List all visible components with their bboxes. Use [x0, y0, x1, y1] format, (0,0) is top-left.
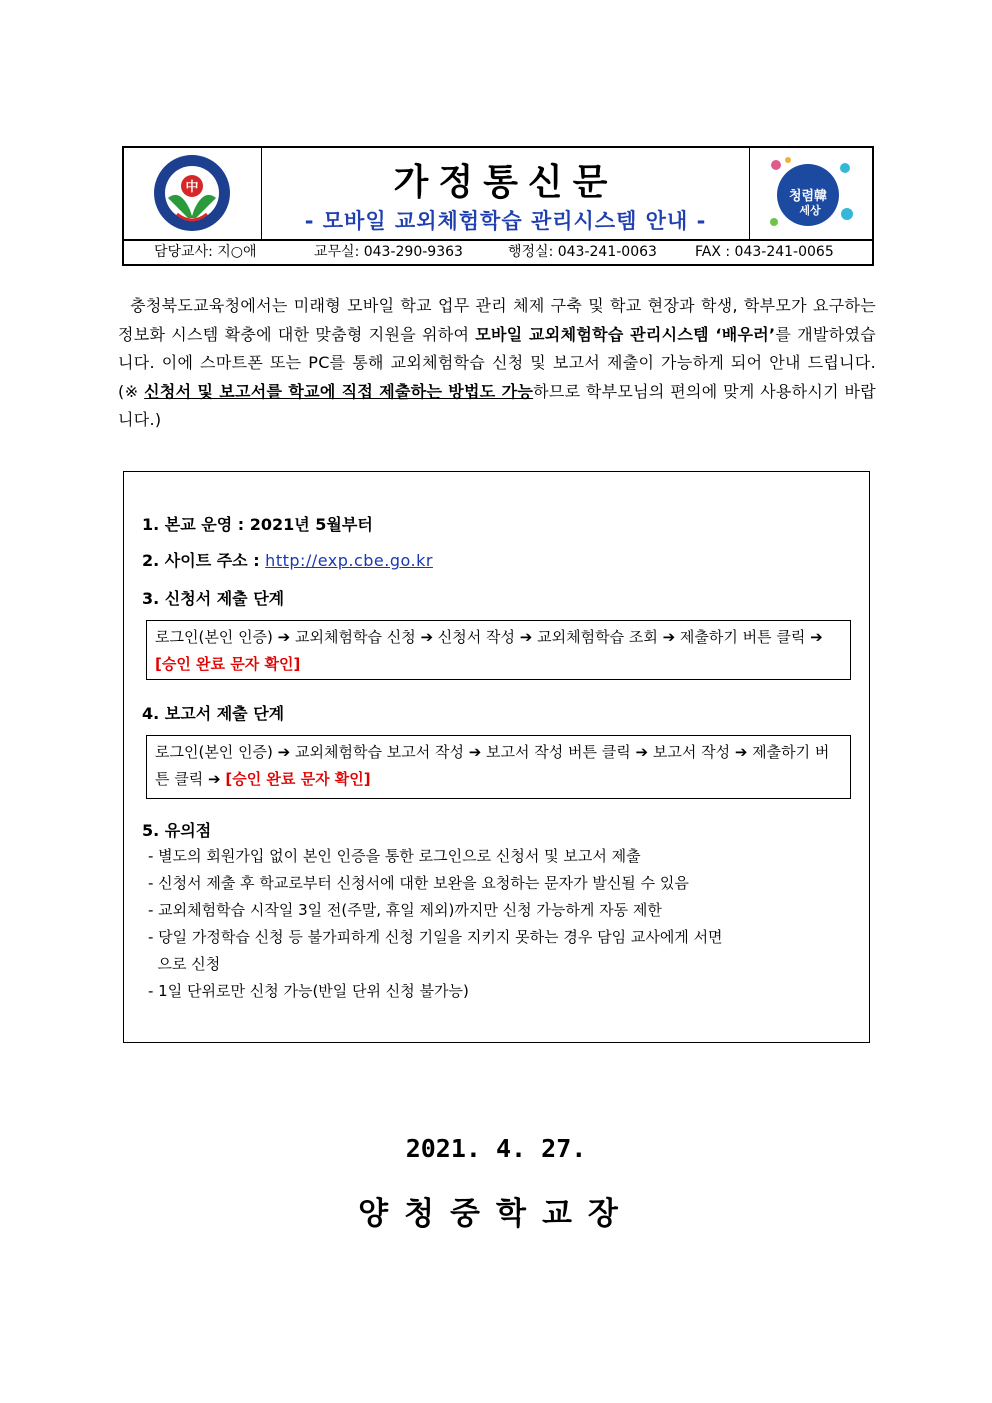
report-steps-box — [146, 735, 851, 799]
svg-text:세상: 세상 — [799, 204, 821, 217]
title-cell — [261, 148, 750, 239]
header-table — [122, 146, 874, 266]
note-line: - 교외체험학습 시작일 3일 전(주말, 휴일 제외)까지만 신청 가능하게 자동 제한 — [148, 901, 662, 919]
school-logo-cell — [124, 148, 262, 239]
fax-contact: FAX : 043-241-0065 — [695, 244, 834, 260]
item-site-address — [142, 548, 433, 571]
note-line: - 1일 단위로만 신청 가능(반일 단위 신청 불가능) — [148, 982, 469, 1000]
school-logo — [124, 148, 261, 239]
contact-row — [124, 241, 872, 264]
site-link[interactable]: http://exp.cbe.go.kr — [265, 551, 433, 570]
document-title: 가정통신문 — [393, 161, 618, 203]
site-address-label: 2. 사이트 주소 : — [142, 551, 266, 570]
application-steps-box — [146, 620, 851, 680]
item-application-steps-title: 3. 신청서 제출 단계 — [142, 589, 285, 608]
item-notes-title: 5. 유의점 — [142, 821, 212, 840]
integrity-emblem — [750, 148, 872, 239]
issue-date: 2021. 4. 27. — [405, 1134, 587, 1163]
report-steps-text: 로그인(본인 인증) ➔ 교외체험학습 보고서 작성 ➔ 보고서 작성 버튼 클릭 ➔ 보고서 작성 ➔ 제출하기 버튼 클릭 ➔ — [155, 743, 830, 788]
principal-signature: 양청중학교장 — [358, 1196, 634, 1232]
note-line: - 별도의 회원가입 없이 본인 인증을 통한 로그인으로 신청서 및 보고서 제출 — [148, 847, 641, 865]
intro-bold-system-name: 모바일 교외체험학습 관리시스템 ‘배우러’ — [475, 324, 776, 344]
document-subtitle: - 모바일 교외체험학습 관리시스템 안내 - — [304, 209, 707, 233]
office-contact: 교무실: 043-290-9363 — [314, 244, 463, 260]
teacher-contact: 담당교사: 지○애 — [154, 244, 257, 260]
emblem-cell — [749, 148, 872, 239]
application-steps-text: 로그인(본인 인증) ➔ 교외체험학습 신청 ➔ 신청서 작성 ➔ 교외체험학습 조회 ➔ 제출하기 버튼 클릭 ➔ — [155, 628, 823, 646]
admin-contact: 행정실: 043-241-0063 — [508, 244, 657, 260]
header-top-row — [124, 148, 872, 241]
intro-text-1: 충청북도교육청에서는 미래형 모바일 학교 업무 관리 체제 구축 및 학교 현장과 학생, 학부모가 요구하는 정보화 시스템 확충에 대한 맞춤형 지원을 위하여 — [118, 296, 877, 344]
intro-text-3: 하므로 학부모님의 편의에 맞게 사용하시기 바랍니다.) — [118, 381, 876, 429]
note-line: - 신청서 제출 후 학교로부터 신청서에 대한 보완을 요청하는 문자가 발신될 수 있음 — [148, 874, 689, 892]
intro-text-2: 를 개발하였습니다. 이에 스마트폰 또는 PC를 통해 교외체험학습 신청 및 보고서 제출이 가능하게 되어 안내 드립니다. (※ — [118, 324, 876, 401]
intro-underlined-note: 신청서 및 보고서를 학교에 직접 제출하는 방법도 가능 — [144, 381, 534, 401]
note-line: - 당일 가정학습 신청 등 불가피하게 신청 기일을 지키지 못하는 경우 담임 교사에게 서면 — [148, 928, 723, 946]
note-line: 으로 신청 — [148, 955, 221, 973]
application-approval-note: [승인 완료 문자 확인] — [155, 655, 301, 673]
svg-text:中: 中 — [185, 180, 199, 195]
svg-text:청렴韓: 청렴韓 — [788, 189, 828, 204]
item-report-steps-title: 4. 보고서 제출 단계 — [142, 704, 285, 723]
report-approval-note: [승인 완료 문자 확인] — [225, 770, 371, 788]
item-operation: 1. 본교 운영 : 2021년 5월부터 — [142, 515, 373, 534]
intro-paragraph — [118, 292, 876, 435]
